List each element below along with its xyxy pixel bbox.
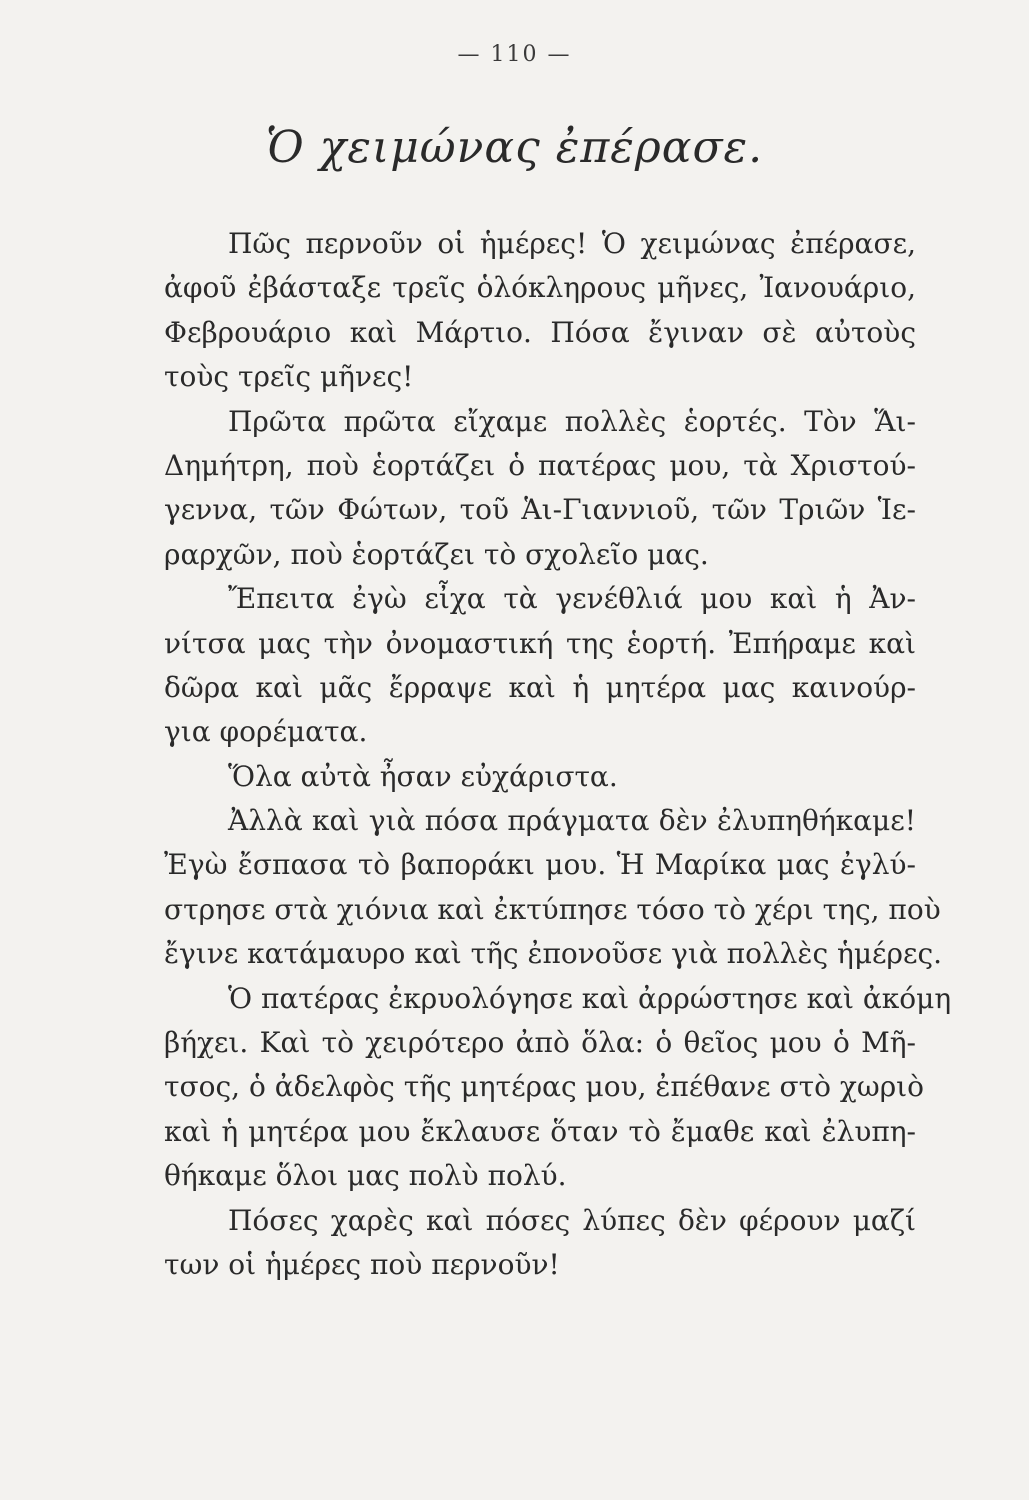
text-line: καὶ ἡ μητέρα μου ἔκλαυσε ὅταν τὸ ἔμαθε καὶ ἐλυπη- [164,1114,916,1148]
text-line: των οἱ ἡμέρες ποὺ περνοῦν! [164,1247,560,1281]
text-line: Δημήτρη, ποὺ ἑορτάζει ὁ πατέρας μου, τὰ Χριστού- [164,448,916,482]
text-line: νίτσα μας τὴν ὀνομαστική της ἑορτή. Ἐπήραμε καὶ [164,626,916,660]
text-line: θήκαμε ὅλοι μας πολὺ πολύ. [164,1159,567,1193]
text-line: Ἔπειτα ἐγὼ εἶχα τὰ γενέθλιά μου καὶ ἡ Ἀν- [228,582,916,616]
page-number: — 110 — [457,42,572,67]
text-line: Πόσες χαρὲς καὶ πόσες λύπες δὲν φέρουν μαζί [228,1203,916,1237]
body-text [164,222,952,1287]
text-line: Ὁ πατέρας ἐκρυολόγησε καὶ ἀρρώστησε καὶ ἀκόμη [228,981,952,1015]
text-line: τοὺς τρεῖς μῆνες! [164,360,414,394]
text-line: Ἐγὼ ἔσπασα τὸ βαποράκι μου. Ἡ Μαρίκα μας ἐγλύ- [164,848,916,882]
text-line: τσος, ὁ ἀδελφὸς τῆς μητέρας μου, ἐπέθανε στὸ χωριὸ [164,1070,924,1104]
text-line: Ὅλα αὐτὰ ἦσαν εὐχάριστα. [228,759,618,793]
text-line: ραρχῶν, ποὺ ἑορτάζει τὸ σχολεῖο μας. [164,537,709,571]
text-line: Πρῶτα πρῶτα εἴχαμε πολλὲς ἑορτές. Τὸν Ἅι- [228,404,916,438]
text-line: Φεβρουάριο καὶ Μάρτιο. Πόσα ἔγιναν σὲ αὐτοὺς [164,315,916,349]
text-line: Πῶς περνοῦν οἱ ἡμέρες! Ὁ χειμώνας ἐπέρασε, [228,227,916,260]
chapter-title: Ὁ χειμώνας ἐπέρασε. [265,122,764,173]
text-line: ἀφοῦ ἐβάσταξε τρεῖς ὁλόκληρους μῆνες, Ἰανουάριο, [164,271,916,305]
text-line: δῶρα καὶ μᾶς ἔρραψε καὶ ἡ μητέρα μας καινούρ- [164,670,916,704]
text-line: ἔγινε κατάμαυρο καὶ τῆς ἐπονοῦσε γιὰ πολλὲς ἡμέρες. [164,937,943,971]
text-line: Ἀλλὰ καὶ γιὰ πόσα πράγματα δὲν ἐλυπηθήκαμε! [228,804,916,838]
text-line: στρησε στὰ χιόνια καὶ ἐκτύπησε τόσο τὸ χέρι της, ποὺ [164,892,941,926]
text-line: για φορέματα. [164,715,368,749]
text-line: γεννα, τῶν Φώτων, τοῦ Ἁι-Γιαννιοῦ, τῶν Τριῶν Ἱε- [164,493,916,527]
text-line: βήχει. Καὶ τὸ χειρότερο ἀπὸ ὅλα: ὁ θεῖος μου ὁ Μῆ- [164,1026,916,1060]
